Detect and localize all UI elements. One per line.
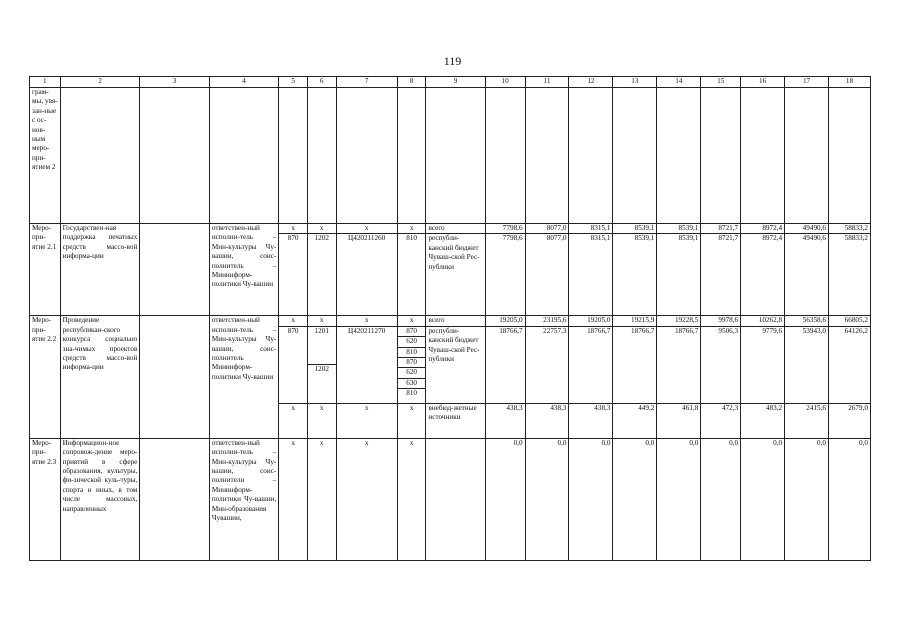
- funding-source: всего: [426, 316, 485, 326]
- value-cell: 7798,6: [485, 234, 525, 316]
- grbs-code: х: [279, 438, 308, 560]
- target-code: х: [336, 224, 397, 234]
- value-cell: 8539,1: [613, 234, 657, 316]
- row-label: Меро-при-ятие 2.3: [30, 438, 61, 560]
- value-cell: 0,0: [613, 438, 657, 560]
- target-code: Ц420211270: [336, 326, 397, 403]
- expense-code-stack: [397, 326, 426, 403]
- value-cell: 9978,6: [701, 316, 741, 326]
- col-header: 11: [525, 77, 569, 88]
- col-header: 9: [426, 77, 485, 88]
- col-header: 15: [701, 77, 741, 88]
- grbs-code: х: [279, 224, 308, 234]
- value-cell: 19228,5: [657, 316, 701, 326]
- row-label: Меро-при-ятие 2.2: [30, 316, 61, 438]
- target-code: х: [336, 403, 397, 438]
- value-cell: 18766,7: [657, 326, 701, 403]
- value-cell: 438,3: [569, 403, 613, 438]
- funding-source: [426, 438, 485, 560]
- value-cell: 56358,6: [785, 316, 829, 326]
- funding-source: внебюд-жетные источники: [426, 403, 485, 438]
- funding-source: республи-канский бюджет Чуваш-ской Рес-публики: [426, 326, 485, 403]
- row-label: Меро-при-ятие 2.1: [30, 224, 61, 316]
- grbs-code: 870: [279, 326, 308, 403]
- value-cell: 7798,6: [485, 224, 525, 234]
- expense-code: 870: [398, 358, 426, 368]
- col-header: 18: [829, 77, 871, 88]
- expense-code: 810: [406, 389, 418, 398]
- table-row: [30, 88, 871, 224]
- grbs-code: х: [279, 403, 308, 438]
- value-cell: 9779,6: [741, 326, 785, 403]
- col-header: 5: [279, 77, 308, 88]
- value-cell: 18766,7: [485, 326, 525, 403]
- expense-code: 810: [398, 348, 426, 358]
- executor: ответствен-ный исполни-тель – Мин-культуры Чу-вашии, соис-полнитель – Мининформ-политики Чу-вашии: [209, 224, 278, 316]
- value-cell: 8972,4: [741, 224, 785, 234]
- section-code: 1202: [314, 364, 329, 373]
- expense-code: х: [397, 316, 426, 326]
- page-number: 119: [443, 54, 462, 68]
- value-cell: 0,0: [785, 438, 829, 560]
- col-header: 8: [397, 77, 426, 88]
- col-header: 1: [30, 77, 61, 88]
- value-cell: 58833,2: [829, 224, 871, 234]
- value-cell: 2679,0: [829, 403, 871, 438]
- expense-code: х: [397, 224, 426, 234]
- funding-source: республи-канский бюджет Чуваш-ской Рес-публики: [426, 234, 485, 316]
- value-cell: 64126,2: [829, 326, 871, 403]
- expense-code: 620: [398, 368, 426, 378]
- value-cell: 8972,4: [741, 234, 785, 316]
- value-cell: 8315,1: [569, 224, 613, 234]
- section-code: х: [307, 316, 336, 326]
- col-header: 17: [785, 77, 829, 88]
- value-cell: 449,2: [613, 403, 657, 438]
- value-cell: 19205,0: [569, 316, 613, 326]
- col-header: 12: [569, 77, 613, 88]
- col-header: 2: [60, 77, 140, 88]
- value-cell: 18766,7: [569, 326, 613, 403]
- value-cell: 0,0: [829, 438, 871, 560]
- col-header: 7: [336, 77, 397, 88]
- value-cell: 461,8: [657, 403, 701, 438]
- value-cell: 58833,2: [829, 234, 871, 316]
- value-cell: 53943,0: [785, 326, 829, 403]
- value-cell: 0,0: [525, 438, 569, 560]
- grbs-code: 870: [279, 234, 308, 316]
- value-cell: 8077,0: [525, 234, 569, 316]
- value-cell: 22757,3: [525, 326, 569, 403]
- expense-code: х: [397, 403, 426, 438]
- executor: ответствен-ный исполни-тель – Мин-культуры Чу-вашии, соис-полнители – Мининформ-политики Чу-вашии, Мин-образования Чувашии,: [209, 438, 278, 560]
- col-header: 6: [307, 77, 336, 88]
- value-cell: 8539,1: [613, 224, 657, 234]
- value-cell: 8721,7: [701, 234, 741, 316]
- value-cell: 10262,8: [741, 316, 785, 326]
- section-code: 1201: [308, 327, 336, 365]
- value-cell: 8539,1: [657, 224, 701, 234]
- value-cell: 0,0: [569, 438, 613, 560]
- executor: ответствен-ный исполни-тель – Мин-культуры Чу-вашии, соис-полнитель Мининформ-политики Чу-вашии: [209, 316, 278, 438]
- value-cell: 438,3: [485, 403, 525, 438]
- col-header: 14: [657, 77, 701, 88]
- value-cell: 8315,1: [569, 234, 613, 316]
- value-cell: 8539,1: [657, 234, 701, 316]
- value-cell: 0,0: [741, 438, 785, 560]
- value-cell: 49490,6: [785, 234, 829, 316]
- target-code: х: [336, 438, 397, 560]
- value-cell: 2415,6: [785, 403, 829, 438]
- value-cell: 8077,0: [525, 224, 569, 234]
- column-number-row: [30, 77, 871, 88]
- col-header: 10: [485, 77, 525, 88]
- measure-name: Государствен-ная поддержка печатных средств массо-вой информа-ции: [60, 224, 140, 316]
- value-cell: 0,0: [701, 438, 741, 560]
- program-table: [29, 76, 871, 561]
- target-code: Ц420211260: [336, 234, 397, 316]
- table-row: [30, 224, 871, 234]
- value-cell: 18766,7: [613, 326, 657, 403]
- value-cell: 49490,6: [785, 224, 829, 234]
- value-cell: 0,0: [657, 438, 701, 560]
- col-header: 4: [209, 77, 278, 88]
- target-code: х: [336, 316, 397, 326]
- expense-code: 630: [398, 379, 426, 389]
- value-cell: 9506,3: [701, 326, 741, 403]
- section-code: 1202: [307, 234, 336, 316]
- expense-code: 620: [398, 337, 426, 347]
- table-row: [30, 316, 871, 326]
- measure-name: Проведение республикан-ского конкурса социально зна-чимых проектов средств массо-вой информа-ции: [60, 316, 140, 438]
- section-code: х: [307, 224, 336, 234]
- col-header: 16: [741, 77, 785, 88]
- section-code-stack: [307, 326, 336, 403]
- expense-code: х: [397, 438, 426, 560]
- value-cell: 472,3: [701, 403, 741, 438]
- col-header: 13: [613, 77, 657, 88]
- col-header: 3: [140, 77, 209, 88]
- value-cell: 23195,6: [525, 316, 569, 326]
- table-row: [30, 438, 871, 560]
- section-code: х: [307, 403, 336, 438]
- expense-code: 870: [398, 327, 426, 337]
- grbs-code: х: [279, 316, 308, 326]
- funding-source: всего: [426, 224, 485, 234]
- value-cell: 19205,0: [485, 316, 525, 326]
- value-cell: 438,3: [525, 403, 569, 438]
- value-cell: 19215,9: [613, 316, 657, 326]
- value-cell: 483,2: [741, 403, 785, 438]
- row-label: грам-мы, увя-зан-ные с ос-нов-ным меро-при-ятием 2: [30, 88, 61, 224]
- value-cell: 0,0: [485, 438, 525, 560]
- measure-name: Информацион-ное сопровож-дение меро-приятий в сфере образования, культуры, фи-зической куль-туры, спорта и иных, в том числе массовых, направленных: [60, 438, 140, 560]
- expense-code: 810: [397, 234, 426, 316]
- section-code: х: [307, 438, 336, 560]
- value-cell: 8721,7: [701, 224, 741, 234]
- value-cell: 66805,2: [829, 316, 871, 326]
